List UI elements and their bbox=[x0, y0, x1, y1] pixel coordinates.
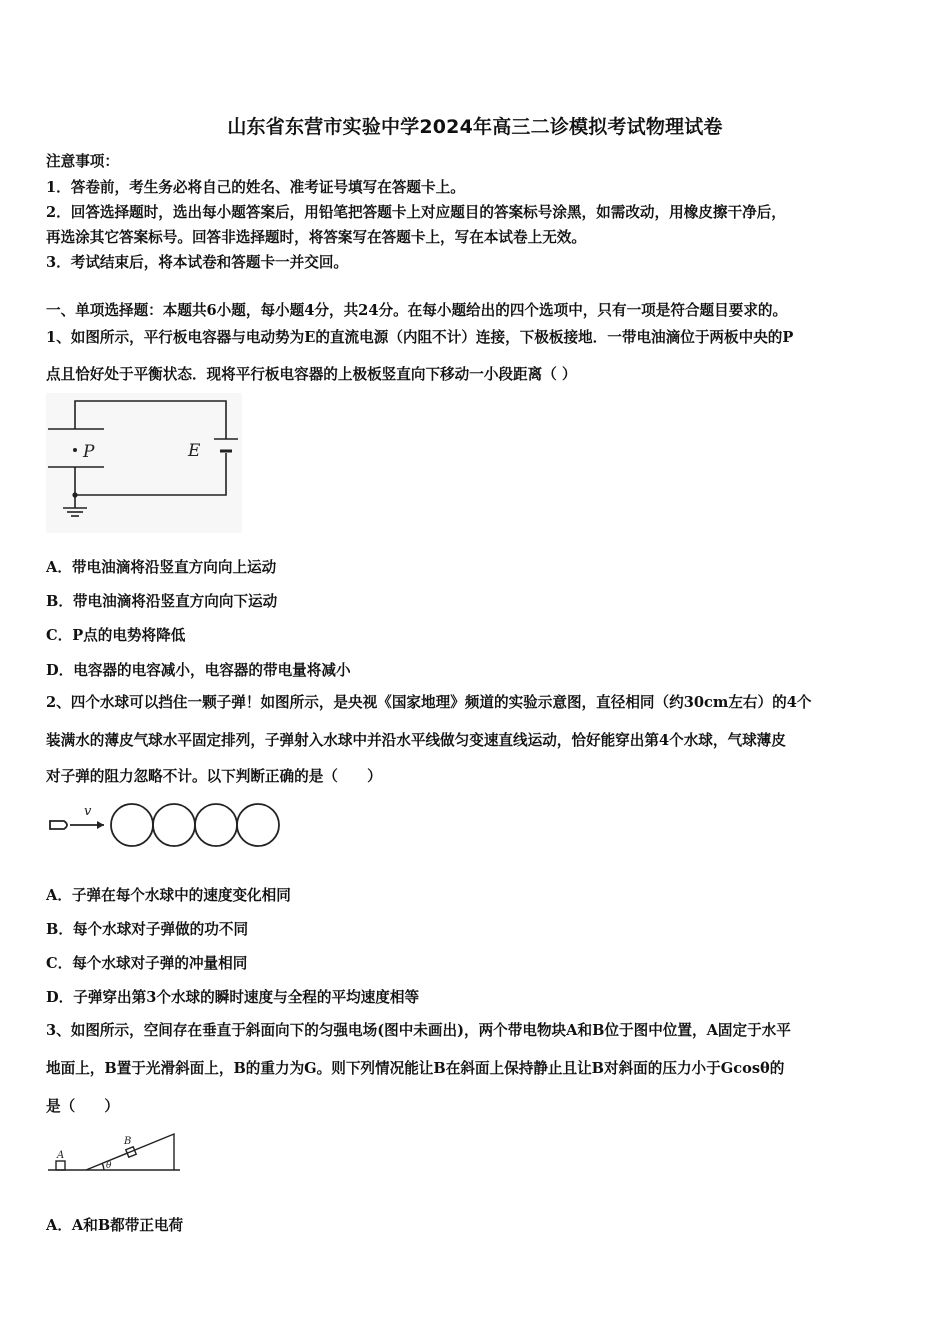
label-b: B bbox=[124, 1136, 132, 1147]
label-p: P bbox=[83, 442, 95, 462]
q1-option-b: B．带电油滴将沿竖直方向向下运动 bbox=[46, 593, 278, 610]
q1-option-c: C．P点的电势将降低 bbox=[46, 627, 186, 644]
q3-option-a: A．A和B都带正电荷 bbox=[46, 1217, 184, 1234]
q3-stem-line: 3、如图所示，空间存在垂直于斜面向下的匀强电场(图中未画出)，两个带电物块A和B位于图中位置，A固定于水平 bbox=[46, 1022, 791, 1039]
label-a: A bbox=[57, 1150, 65, 1161]
notice-item: 2．回答选择题时，选出每小题答案后，用铅笔把答题卡上对应题目的答案标号涂黑，如需改动，用橡皮擦干净后， bbox=[46, 204, 786, 221]
notice-item: 3．考试结束后，将本试卷和答题卡一并交回。 bbox=[46, 254, 349, 271]
incline-figure bbox=[46, 1128, 182, 1176]
q2-option-c: C．每个水球对子弹的冲量相同 bbox=[46, 955, 248, 972]
q1-stem-line: 点且恰好处于平衡状态．现将平行板电容器的上极板竖直向下移动一小段距离（ ） bbox=[46, 366, 577, 383]
q1-stem-line: 1、如图所示，平行板电容器与电动势为E的直流电源（内阻不计）连接，下极板接地．一带电油滴位于两板中央的P bbox=[46, 329, 794, 346]
q2-option-b: B．每个水球对子弹做的功不同 bbox=[46, 921, 249, 938]
q3-stem-line: 是（ ） bbox=[46, 1098, 119, 1115]
label-v: v bbox=[84, 804, 92, 819]
notice-item: 再选涂其它答案标号。回答非选择题时，将答案写在答题卡上，写在本试卷上无效。 bbox=[46, 229, 586, 246]
q2-stem-line: 装满水的薄皮气球水平固定排列，子弹射入水球中并沿水平线做匀变速直线运动，恰好能穿出第4个水球，气球薄皮 bbox=[46, 732, 786, 749]
q1-option-d: D．电容器的电容减小，电容器的带电量将减小 bbox=[46, 662, 351, 679]
section-heading: 一、单项选择题：本题共6小题，每小题4分，共24分。在每小题给出的四个选项中，只有一项是符合题目要求的。 bbox=[46, 302, 788, 319]
q2-stem-line: 2、四个水球可以挡住一颗子弹！如图所示，是央视《国家地理》频道的实验示意图，直径相同（约30cm左右）的4个 bbox=[46, 694, 812, 711]
q2-option-d: D．子弹穿出第3个水球的瞬时速度与全程的平均速度相等 bbox=[46, 989, 420, 1006]
notice-item: 1．答卷前，考生务必将自己的姓名、准考证号填写在答题卡上。 bbox=[46, 179, 465, 196]
notice-heading: 注意事项： bbox=[46, 153, 119, 170]
label-theta: θ bbox=[106, 1161, 112, 1171]
capacitor-circuit-figure bbox=[46, 393, 242, 533]
label-e: E bbox=[188, 441, 201, 461]
q2-option-a: A．子弹在每个水球中的速度变化相同 bbox=[46, 887, 291, 904]
q1-option-a: A．带电油滴将沿竖直方向向上运动 bbox=[46, 559, 277, 576]
water-balloons-figure bbox=[46, 800, 286, 852]
q2-stem-line: 对子弹的阻力忽略不计。以下判断正确的是（ ） bbox=[46, 768, 382, 785]
page-title: 山东省东营市实验中学2024年高三二诊模拟考试物理试卷 bbox=[227, 116, 723, 138]
q3-stem-line: 地面上，B置于光滑斜面上，B的重力为G。则下列情况能让B在斜面上保持静止且让B对斜面的压力小于Gcosθ的 bbox=[46, 1060, 785, 1077]
